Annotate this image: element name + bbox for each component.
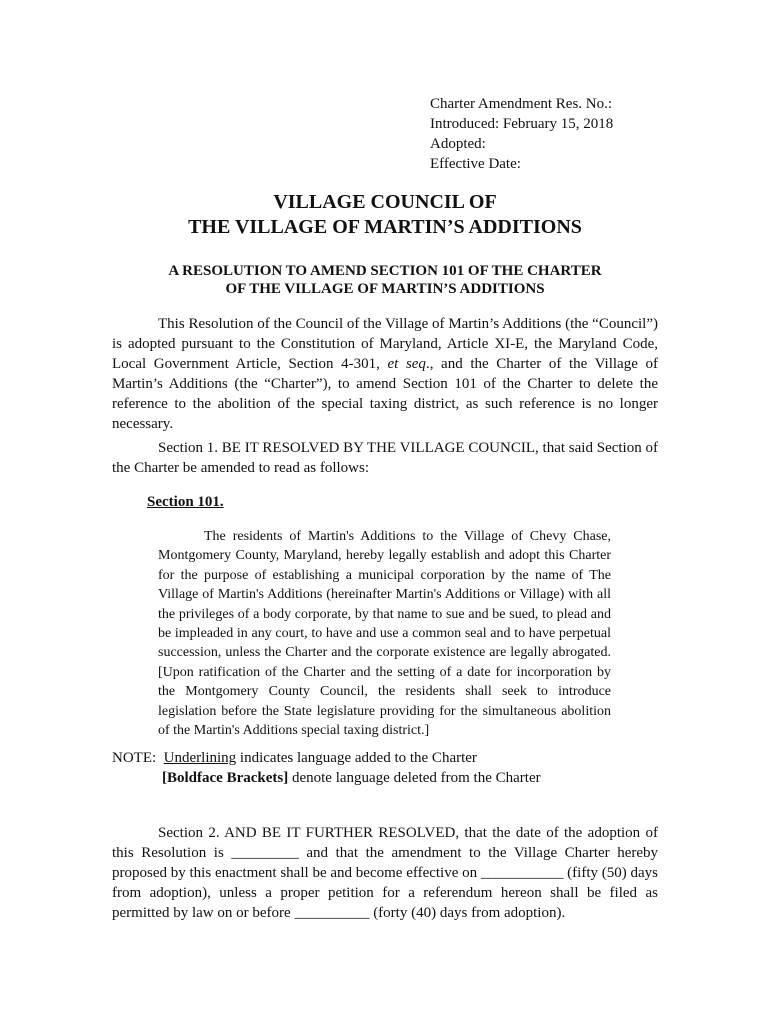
intro-paragraph [112, 314, 658, 434]
effective-date-line: Effective Date: [430, 156, 521, 172]
section-2-paragraph: Section 2. AND BE IT FURTHER RESOLVED, that the date of the adoption of this Resolution is _________ and that the amendment to the Village Charter hereby proposed by this enactment shall be and become effective on ___________ (fifty (50) days from adoption), unless a proper petition for a referendum hereon shall be filed as permitted by law on or before __________ (forty (40) days from adoption). [112, 825, 658, 921]
section-101-heading: Section 101. [147, 494, 224, 510]
subtitle-line-2: OF THE VILLAGE OF MARTIN’S ADDITIONS [225, 281, 545, 297]
intro-italic: et seq [387, 356, 426, 372]
adopted-line: Adopted: [430, 136, 486, 152]
note-label: NOTE: [112, 750, 157, 766]
section-1-paragraph: Section 1. BE IT RESOLVED BY THE VILLAGE COUNCIL, that said Section of the Charter be amended to read as follows: [112, 440, 658, 476]
note-line-1 [112, 748, 477, 768]
introduced-line: Introduced: February 15, 2018 [430, 116, 614, 132]
note-bold: [Boldface Brackets] [162, 770, 289, 786]
section-101-body: The residents of Martin's Additions to the Village of Chevy Chase, Montgomery County, Maryland, hereby legally establish and adopt this Charter for the purpose of establishing a municipal corporation by the name of The Village of Martin's Additions (hereinafter Martin's Additions or Village) with all the privileges of a body corporate, by that name to sue and be sued, to plead and be impleaded in any court, to have and use a common seal and to have perpetual succession, unless the Charter and the corporate existence are legally abrogated. [Upon ratification of the Charter and the setting of a date for incorporation by the Montgomery County Council, the residents shall seek to introduce legislation before the State legislature providing for the simultaneous abolition of the Martin's Additions special taxing district.] [158, 529, 611, 739]
res-number-line: Charter Amendment Res. No.: [430, 96, 613, 112]
note-line-2 [162, 768, 541, 788]
note-rest-2: denote language deleted from the Charter [288, 770, 541, 786]
title-line-1: VILLAGE COUNCIL OF [273, 191, 497, 213]
note-underlined: Underlining [163, 750, 237, 766]
title-line-2: THE VILLAGE OF MARTIN’S ADDITIONS [188, 216, 582, 238]
intro-text-1: This Resolution of the Council of the Village of Martin’s Additions (the “Council”) is adopted pursuant to the Constitution of Maryland, Article XI-E, the Maryland Code, Local Government Article, Section 4-301, [112, 316, 658, 372]
note-rest-1: indicates language added to the Charter [236, 750, 477, 766]
resolution-metadata [430, 94, 613, 174]
subtitle-line-1: A RESOLUTION TO AMEND SECTION 101 OF THE CHARTER [168, 263, 602, 279]
intro-text-2: ., and the Charter of the Village of Martin’s Additions (the “Charter”), to amend Section 101 of the Charter to delete the reference to the abolition of the special taxing district, as such reference is no longer necessary. [112, 356, 658, 432]
